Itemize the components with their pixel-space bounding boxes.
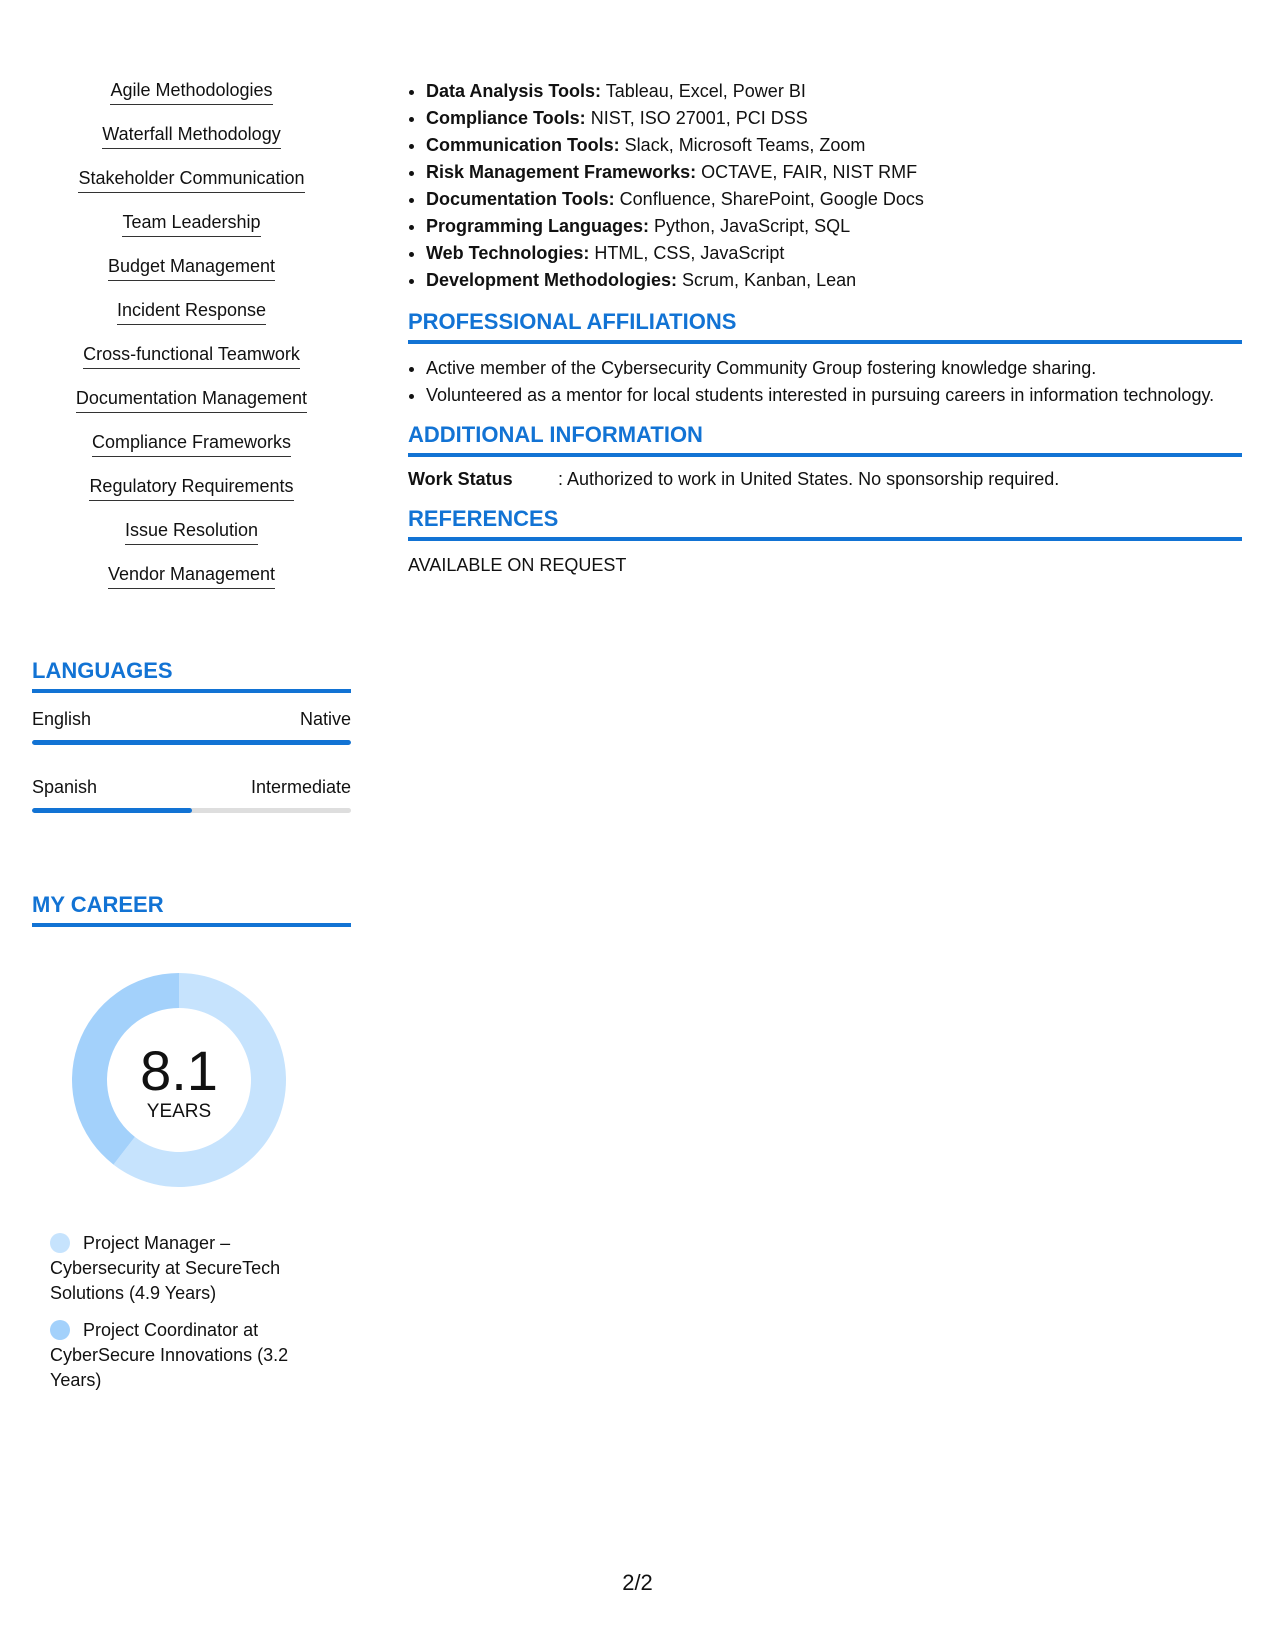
skill-item: Vendor Management <box>108 562 275 589</box>
additional-info-title: ADDITIONAL INFORMATION <box>408 421 1242 457</box>
tool-label: Communication Tools: <box>426 135 620 155</box>
skill-item: Regulatory Requirements <box>89 474 293 501</box>
tool-item <box>426 78 1242 105</box>
affiliations-list <box>408 356 1242 407</box>
language-progress-bar <box>32 740 351 745</box>
skill-item: Issue Resolution <box>125 518 258 545</box>
skill-item: Cross-functional Teamwork <box>83 342 300 369</box>
language-progress-fill <box>32 808 192 813</box>
tool-item <box>426 267 1242 294</box>
legend-dot <box>50 1233 70 1253</box>
tool-item <box>426 105 1242 132</box>
references-text: AVAILABLE ON REQUEST <box>408 555 627 575</box>
tool-value: NIST, ISO 27001, PCI DSS <box>585 108 808 128</box>
skill-item: Compliance Frameworks <box>92 430 291 457</box>
legend-item <box>50 1318 320 1393</box>
tool-label: Programming Languages: <box>426 216 650 236</box>
tool-label: Web Technologies: <box>426 243 590 263</box>
career-section <box>32 891 351 1393</box>
skill-item: Stakeholder Communication <box>78 166 304 193</box>
tool-value: Scrum, Kanban, Lean <box>677 270 857 290</box>
tool-value: Slack, Microsoft Teams, Zoom <box>619 135 866 155</box>
skills-list <box>32 78 351 606</box>
tool-label: Data Analysis Tools: <box>426 81 602 101</box>
career-title: MY CAREER <box>32 891 351 927</box>
legend-dot <box>50 1320 70 1340</box>
language-name: English <box>32 709 92 729</box>
tool-value: Python, JavaScript, SQL <box>649 216 851 236</box>
language-item-english <box>32 707 351 745</box>
career-total-unit: YEARS <box>146 1101 212 1122</box>
language-level: Intermediate <box>250 777 351 797</box>
tool-item <box>426 159 1242 186</box>
skill-item: Incident Response <box>117 298 266 325</box>
right-column <box>408 78 1242 577</box>
tool-value: Confluence, SharePoint, Google Docs <box>614 189 924 209</box>
skill-item: Agile Methodologies <box>110 78 272 105</box>
language-progress-bar <box>32 808 351 813</box>
skill-item: Team Leadership <box>122 210 260 237</box>
tool-item <box>426 213 1242 240</box>
tool-label: Compliance Tools: <box>426 108 586 128</box>
tool-label: Documentation Tools: <box>426 189 615 209</box>
tool-item <box>426 132 1242 159</box>
language-name: Spanish <box>32 777 98 797</box>
legend-item <box>50 1231 320 1306</box>
career-legend <box>50 1231 320 1393</box>
legend-label: Project Manager – Cybersecurity at SecureTech Solutions (4.9 Years) <box>50 1233 281 1303</box>
language-progress-fill <box>32 740 351 745</box>
tool-value: HTML, CSS, JavaScript <box>589 243 785 263</box>
skill-item: Documentation Management <box>76 386 307 413</box>
career-donut-chart <box>64 965 294 1195</box>
work-status-value: : Authorized to work in United States. No sponsorship required. <box>558 469 1060 489</box>
skill-item: Budget Management <box>108 254 275 281</box>
work-status-label: Work Status <box>408 469 513 489</box>
page-number: 2/2 <box>622 1570 653 1595</box>
work-status-row <box>408 467 1242 491</box>
tool-item <box>426 186 1242 213</box>
skill-item: Waterfall Methodology <box>102 122 280 149</box>
affiliation-item: • Active member of the Cybersecurity Community Group fostering knowledge sharing. <box>426 356 1242 380</box>
legend-label: Project Coordinator at CyberSecure Innovations (3.2 Years) <box>50 1320 289 1390</box>
tool-value: Tableau, Excel, Power BI <box>601 81 806 101</box>
tools-list <box>408 78 1242 294</box>
left-column <box>32 78 351 1405</box>
affiliations-title: PROFESSIONAL AFFILIATIONS <box>408 308 1242 344</box>
tool-label: Development Methodologies: <box>426 270 678 290</box>
languages-title: LANGUAGES <box>32 657 351 693</box>
language-level: Native <box>299 709 351 729</box>
tool-label: Risk Management Frameworks: <box>426 162 697 182</box>
language-item-spanish <box>32 775 351 813</box>
references-title: REFERENCES <box>408 505 1242 541</box>
tool-value: OCTAVE, FAIR, NIST RMF <box>696 162 918 182</box>
languages-section <box>32 657 351 813</box>
career-total-value: 8.1 <box>140 1039 218 1102</box>
tool-item <box>426 240 1242 267</box>
donut-center <box>64 965 294 1195</box>
affiliation-item: • Volunteered as a mentor for local students interested in pursuing careers in information technology. <box>426 383 1242 407</box>
